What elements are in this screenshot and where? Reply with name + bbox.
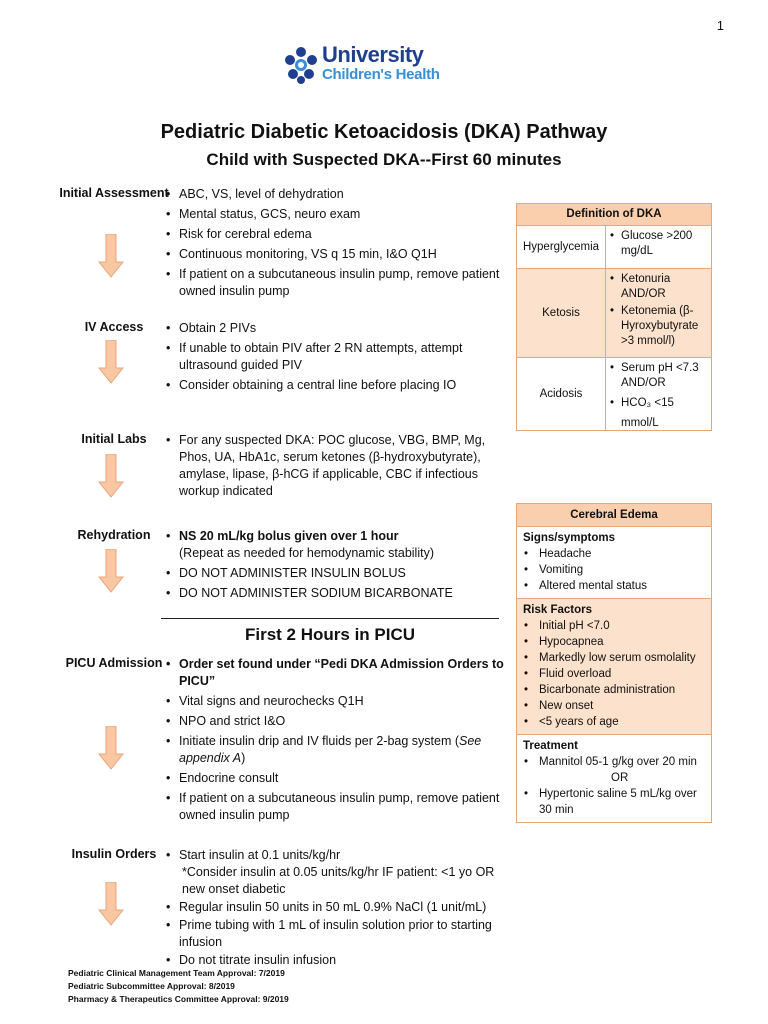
rehydration-bolus-text: NS 20 mL/kg bolus given over 1 hour [179, 529, 399, 543]
list-item: • Risk for cerebral edema [166, 226, 511, 243]
insulin-orders-list [166, 847, 536, 970]
cerebral-edema-box [516, 503, 712, 823]
list-item: • Obtain 2 PIVs [166, 320, 496, 337]
list-item: • Glucose >200 mg/dL [610, 229, 709, 259]
initial-assessment-list [166, 186, 511, 303]
list-item: • If patient on a subcutaneous insulin pump, remove patient owned insulin pump [166, 266, 511, 300]
dka-def [606, 226, 711, 268]
list-item: • ABC, VS, level of dehydration [166, 186, 511, 203]
list-item: • Hypocapnea [523, 634, 707, 650]
list-item: • Vital signs and neurochecks Q1H [166, 693, 511, 710]
picu-admission-list [166, 656, 511, 827]
list-item: • Continuous monitoring, VS q 15 min, I&O Q1H [166, 246, 511, 263]
footer-line: Pediatric Subcommittee Approval: 8/2019 [68, 981, 235, 991]
rehydration-repeat-note: (Repeat as needed for hemodynamic stability) [179, 546, 434, 560]
dka-def [606, 358, 711, 430]
footer-line: Pediatric Clinical Management Team Approval: 7/2019 [68, 968, 285, 978]
dka-term: Ketosis [517, 269, 606, 357]
list-item: • DO NOT ADMINISTER INSULIN BOLUS [166, 565, 506, 582]
ce-treatment-title: Treatment [523, 740, 578, 752]
list-item: • Initial pH <7.0 [523, 618, 707, 634]
list-item: • Endocrine consult [166, 770, 511, 787]
step-label-insulin-orders: Insulin Orders [71, 847, 157, 861]
iv-access-list [166, 320, 496, 397]
ce-treatment-section [517, 735, 711, 822]
rehydration-list [166, 528, 506, 605]
list-item: • Do not titrate insulin infusion [166, 952, 536, 969]
list-item: • Markedly low serum osmolality [523, 650, 707, 666]
dka-term: Hyperglycemia [517, 226, 606, 268]
dka-term: Acidosis [517, 358, 606, 430]
step-label-picu-admission [52, 655, 176, 672]
list-item: • Consider obtaining a central line before placing IO [166, 377, 496, 394]
list-item: • Mental status, GCS, neuro exam [166, 206, 511, 223]
list-item [166, 528, 506, 562]
ce-risk-title: Risk Factors [523, 604, 593, 616]
dka-row-acidosis [517, 358, 711, 430]
footer-line: Pharmacy & Therapeutics Committee Approval: 9/2019 [68, 994, 289, 1004]
list-item: • For any suspected DKA: POC glucose, VBG, BMP, Mg, Phos, UA, HbA1c, serum ketones (β-hydroxybutyrate), amylase, lipase, β-hCG if applicable, CBC if infectious workup indicated [166, 432, 514, 500]
logo-text-university: University [322, 42, 424, 67]
appendix-reference: See appendix A [179, 734, 482, 765]
initial-labs-list [166, 432, 514, 503]
list-item: • Ketonuria AND/OR [610, 272, 709, 302]
mannitol-text: Mannitol 05-1 g/kg over 20 min [539, 756, 697, 768]
cerebral-edema-title: Cerebral Edema [517, 504, 711, 527]
list-item: • <5 years of age [523, 714, 707, 730]
list-item: • Altered mental status [523, 578, 707, 594]
insulin-consider-note: *Consider insulin at 0.05 units/kg/hr IF patient: <1 yo OR new onset diabetic [182, 865, 495, 896]
page-title: Pediatric Diabetic Ketoacidosis (DKA) Pathway [160, 121, 608, 143]
down-arrow-icon [98, 340, 124, 384]
insulin-drip-text: Initiate insulin drip and IV fluids per 2-bag system ( [179, 734, 459, 748]
or-text: OR [611, 772, 629, 784]
list-item: • Vomiting [523, 562, 707, 578]
picu-admission-label: PICU Admission [65, 656, 163, 670]
list-item [166, 733, 511, 767]
logo [282, 42, 442, 88]
ce-risk-section [517, 599, 711, 735]
down-arrow-icon [98, 234, 124, 278]
down-arrow-icon [98, 549, 124, 593]
section-divider [161, 618, 499, 619]
logo-star-icon [282, 44, 320, 86]
list-item: • Prime tubing with 1 mL of insulin solution prior to starting infusion [166, 917, 536, 951]
dka-definition-box [516, 203, 712, 431]
dka-def [606, 269, 711, 357]
page-subtitle: Child with Suspected DKA--First 60 minutes [206, 150, 562, 169]
list-item: • Serum pH <7.3 AND/OR [610, 361, 709, 391]
step-label-rehydration: Rehydration [77, 528, 151, 542]
list-item: • Ketonemia (β-Hyroxybutyrate >3 mmol/l) [610, 304, 709, 349]
insulin-start-text: Start insulin at 0.1 units/kg/hr [179, 848, 341, 862]
list-item [523, 754, 707, 786]
approval-footer [68, 967, 289, 1006]
step-label-initial-assessment: Initial Assessment [59, 186, 169, 200]
down-arrow-icon [98, 454, 124, 498]
section-title-picu: First 2 Hours in PICU [244, 625, 416, 644]
closing-paren: ) [241, 751, 246, 765]
logo-text-childrens-health: Children's Health [322, 66, 440, 83]
list-item: • Regular insulin 50 units in 50 mL 0.9% NaCl (1 unit/mL) [166, 899, 536, 916]
dka-definition-title: Definition of DKA [517, 204, 711, 226]
ce-signs-section [517, 527, 711, 599]
ce-signs-title: Signs/symptoms [523, 532, 616, 544]
list-item: • If patient on a subcutaneous insulin pump, remove patient owned insulin pump [166, 790, 511, 824]
list-item: • Order set found under “Pedi DKA Admission Orders to PICU” [166, 656, 511, 690]
list-item: • HCO₃ <15 mmol/L [610, 393, 709, 433]
dka-row-ketosis [517, 269, 711, 358]
list-item: • Hypertonic saline 5 mL/kg over 30 min [523, 786, 707, 818]
down-arrow-icon [98, 882, 124, 926]
list-item [166, 847, 536, 898]
list-item: • NPO and strict I&O [166, 713, 511, 730]
list-item: • If unable to obtain PIV after 2 RN attempts, attempt ultrasound guided PIV [166, 340, 496, 374]
dka-row-hyperglycemia [517, 226, 711, 269]
list-item: • Fluid overload [523, 666, 707, 682]
list-item: • DO NOT ADMINISTER SODIUM BICARBONATE [166, 585, 506, 602]
step-label-initial-labs: Initial Labs [81, 432, 147, 446]
list-item: • Headache [523, 546, 707, 562]
step-label-iv-access: IV Access [84, 320, 144, 334]
list-item: • New onset [523, 698, 707, 714]
page-number: 1 [716, 18, 724, 33]
list-item: • Bicarbonate administration [523, 682, 707, 698]
down-arrow-icon [98, 726, 124, 770]
